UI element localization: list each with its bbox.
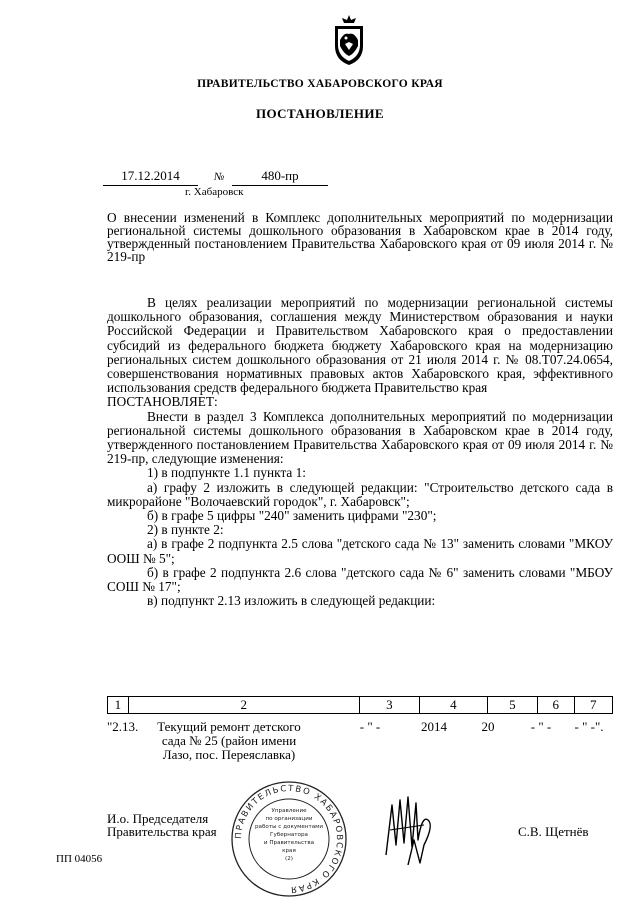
- coat-of-arms-icon: [332, 14, 366, 66]
- body-paragraph: 2) в пункте 2:: [147, 522, 224, 538]
- official-stamp-icon: [230, 780, 348, 898]
- signatory-name: С.В. Щетнёв: [518, 824, 589, 839]
- signatory-role: И.о. Председателя Правительства края: [107, 811, 217, 839]
- body-paragraph: а) графу 2 изложить в следующей редакции: "Строительство детского сада в микрорайоне "Волочаевский городок", г. Хабаровск";: [107, 479, 613, 509]
- svg-text:работы с документами: работы с документами: [255, 824, 323, 830]
- handwritten-signature-icon: [378, 785, 438, 870]
- number-sign: №: [214, 171, 225, 183]
- svg-text:Управление: Управление: [271, 808, 307, 814]
- body-paragraph: в) подпункт 2.13 изложить в следующей редакции:: [147, 593, 436, 609]
- table-cell: 2014: [421, 719, 447, 734]
- table-header-cell: 2: [128, 697, 359, 714]
- svg-text:края: края: [282, 848, 296, 854]
- body-paragraph: б) в графе 5 цифры "240" заменить цифрами "230";: [147, 508, 437, 524]
- document-city: г. Хабаровск: [185, 186, 244, 198]
- table-header-cell: 5: [487, 697, 537, 714]
- table-cell: - " -: [359, 719, 381, 734]
- svg-text:по организации: по организации: [265, 816, 313, 822]
- body-paragraph: б) в графе 2 подпункта 2.6 слова "детского сада № 6" заменить словами "МБОУ СОШ № 17";: [107, 564, 613, 595]
- government-name: ПРАВИТЕЛЬСТВО ХАБАРОВСКОГО КРАЯ: [197, 78, 443, 90]
- body-paragraph: а) в графе 2 подпункта 2.5 слова "детского сада № 13" заменить словами "МКОУ ООШ № 5";: [107, 536, 613, 566]
- svg-text:ПРАВИТЕЛЬСТВО ХАБАРОВСКОГО КРА: ПРАВИТЕЛЬСТВО ХАБАРОВСКОГО КРАЯ: [233, 783, 345, 895]
- body-paragraph: 1) в подпункте 1.1 пункта 1:: [147, 465, 307, 481]
- table-header-cell: 4: [419, 697, 487, 714]
- body-paragraph: Внести в раздел 3 Комплекса дополнительных мероприятий по модернизации региональной системы дошкольного образования в Хабаровском крае в 2014 году, утвержденного постановлением Правительства Хабаровского края от 09 июля 2014 г. № 219-пр, следующие изменения:: [107, 408, 613, 467]
- document-type: ПОСТАНОВЛЕНИЕ: [255, 106, 385, 121]
- document-date: 17.12.2014: [103, 168, 198, 186]
- document-number: 480-пр: [232, 168, 328, 186]
- preamble-paragraph: В целях реализации мероприятий по модернизации региональной системы дошкольного образования, соглашения между Министерством образования и науки Российской Федерации и Правительством Хабаровского края о предоставлении субсидий из федерального бюджета бюджету Хабаровского края на модернизацию региональных систем дошкольного образования от 21 июля 2014 г. № 08.Т07.24.0654, совершенствования нормативных правовых актов Хабаровского края, эффективного использования средств федерального бюджета Правительство края: [107, 295, 613, 396]
- table-header-cell: 1: [108, 697, 129, 714]
- table-header-cell: 3: [359, 697, 419, 714]
- document-code: ПП 04056: [56, 853, 103, 865]
- table-header-cell: 7: [574, 697, 613, 714]
- svg-text:и Правительства: и Правительства: [263, 840, 315, 846]
- table-cell: 20: [481, 719, 495, 734]
- table-header-row: [108, 697, 613, 714]
- document-body: [107, 296, 613, 608]
- resolves-heading: ПОСТАНОВЛЯЕТ:: [107, 394, 218, 410]
- document-title: О внесении изменений в Комплекс дополнительных мероприятий по модернизации региональной системы дошкольного образования в Хабаровском крае в 2014 году, утвержденный постановлением Правительства Хабаровского края от 09 июля 2014 г. № 219-пр: [107, 210, 613, 264]
- columns-header-table: [107, 696, 613, 714]
- table-cell: - " -: [530, 719, 552, 734]
- svg-text:(2): (2): [285, 856, 293, 862]
- table-cell: - " -".: [574, 719, 604, 734]
- table-cell-description: Текущий ремонт детского сада № 25 (район имени Лазо, пос. Переяславка): [157, 719, 301, 762]
- svg-text:Губернатора: Губернатора: [270, 832, 308, 838]
- table-cell: "2.13.: [107, 719, 139, 734]
- table-header-cell: 6: [538, 697, 574, 714]
